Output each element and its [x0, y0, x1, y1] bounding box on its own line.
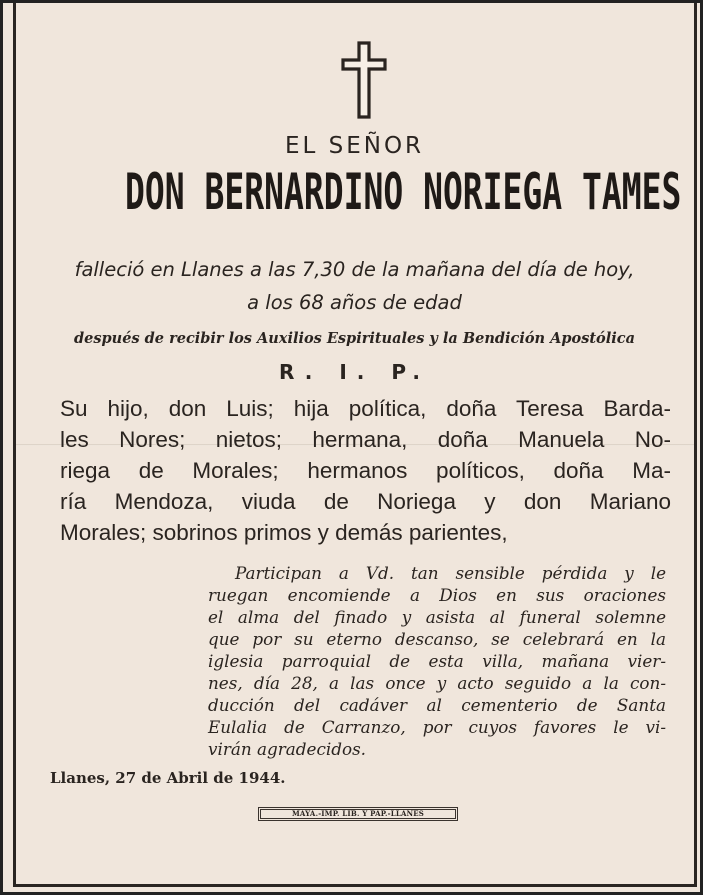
family-line: Su hijo, don Luis; hija política, doña Teresa Barda-	[60, 396, 671, 421]
family-line: ría Mendoza, viuda de Noriega y don Mariano	[60, 489, 671, 514]
invitation-line: Participan a Vd. tan sensible pérdida y le	[235, 563, 666, 583]
rip-line: R. I. P.	[279, 360, 430, 384]
printer-imprint-text: MAYA.-IMP. LIB. Y PAP.-LLANES	[260, 809, 456, 819]
invitation-line: Eulalia de Carranzo, por cuyos favores le vi-	[208, 717, 666, 737]
sacraments-line: después de recibir los Auxilios Espirituales y la Bendición Apostólica	[74, 330, 635, 347]
invitation-line: el alma del finado y asista al funeral solemne	[208, 607, 666, 627]
heading: EL SEÑOR	[284, 133, 425, 159]
family-line: Morales; sobrinos primos y demás parientes,	[60, 520, 508, 545]
cross-icon	[340, 41, 388, 119]
invitation-line: ruegan encomiende a Dios en sus oraciones	[208, 585, 666, 605]
invitation-line: virán agradecidos.	[208, 739, 367, 759]
invitation-line: que por su eterno descanso, se celebrará en la	[208, 629, 666, 649]
invitation-line: nes, día 28, a las once y acto seguido a la con-	[208, 673, 666, 693]
deceased-name: DON BERNARDINO NORIEGA TAMES	[125, 163, 682, 221]
printer-imprint	[258, 807, 458, 821]
invitation-line: iglesia parroquial de esta villa, mañana vier-	[208, 651, 666, 671]
family-line: riega de Morales; hermanos políticos, doña Ma-	[60, 458, 671, 483]
death-line-2: a los 68 años de edad	[247, 291, 462, 314]
date-line: Llanes, 27 de Abril de 1944.	[50, 769, 286, 787]
death-line-1: falleció en Llanes a las 7,30 de la mañana del día de hoy,	[74, 258, 635, 281]
invitation-line: ducción del cadáver al cementerio de Santa	[208, 695, 666, 715]
family-line: les Nores; nietos; hermana, doña Manuela No-	[60, 427, 671, 452]
